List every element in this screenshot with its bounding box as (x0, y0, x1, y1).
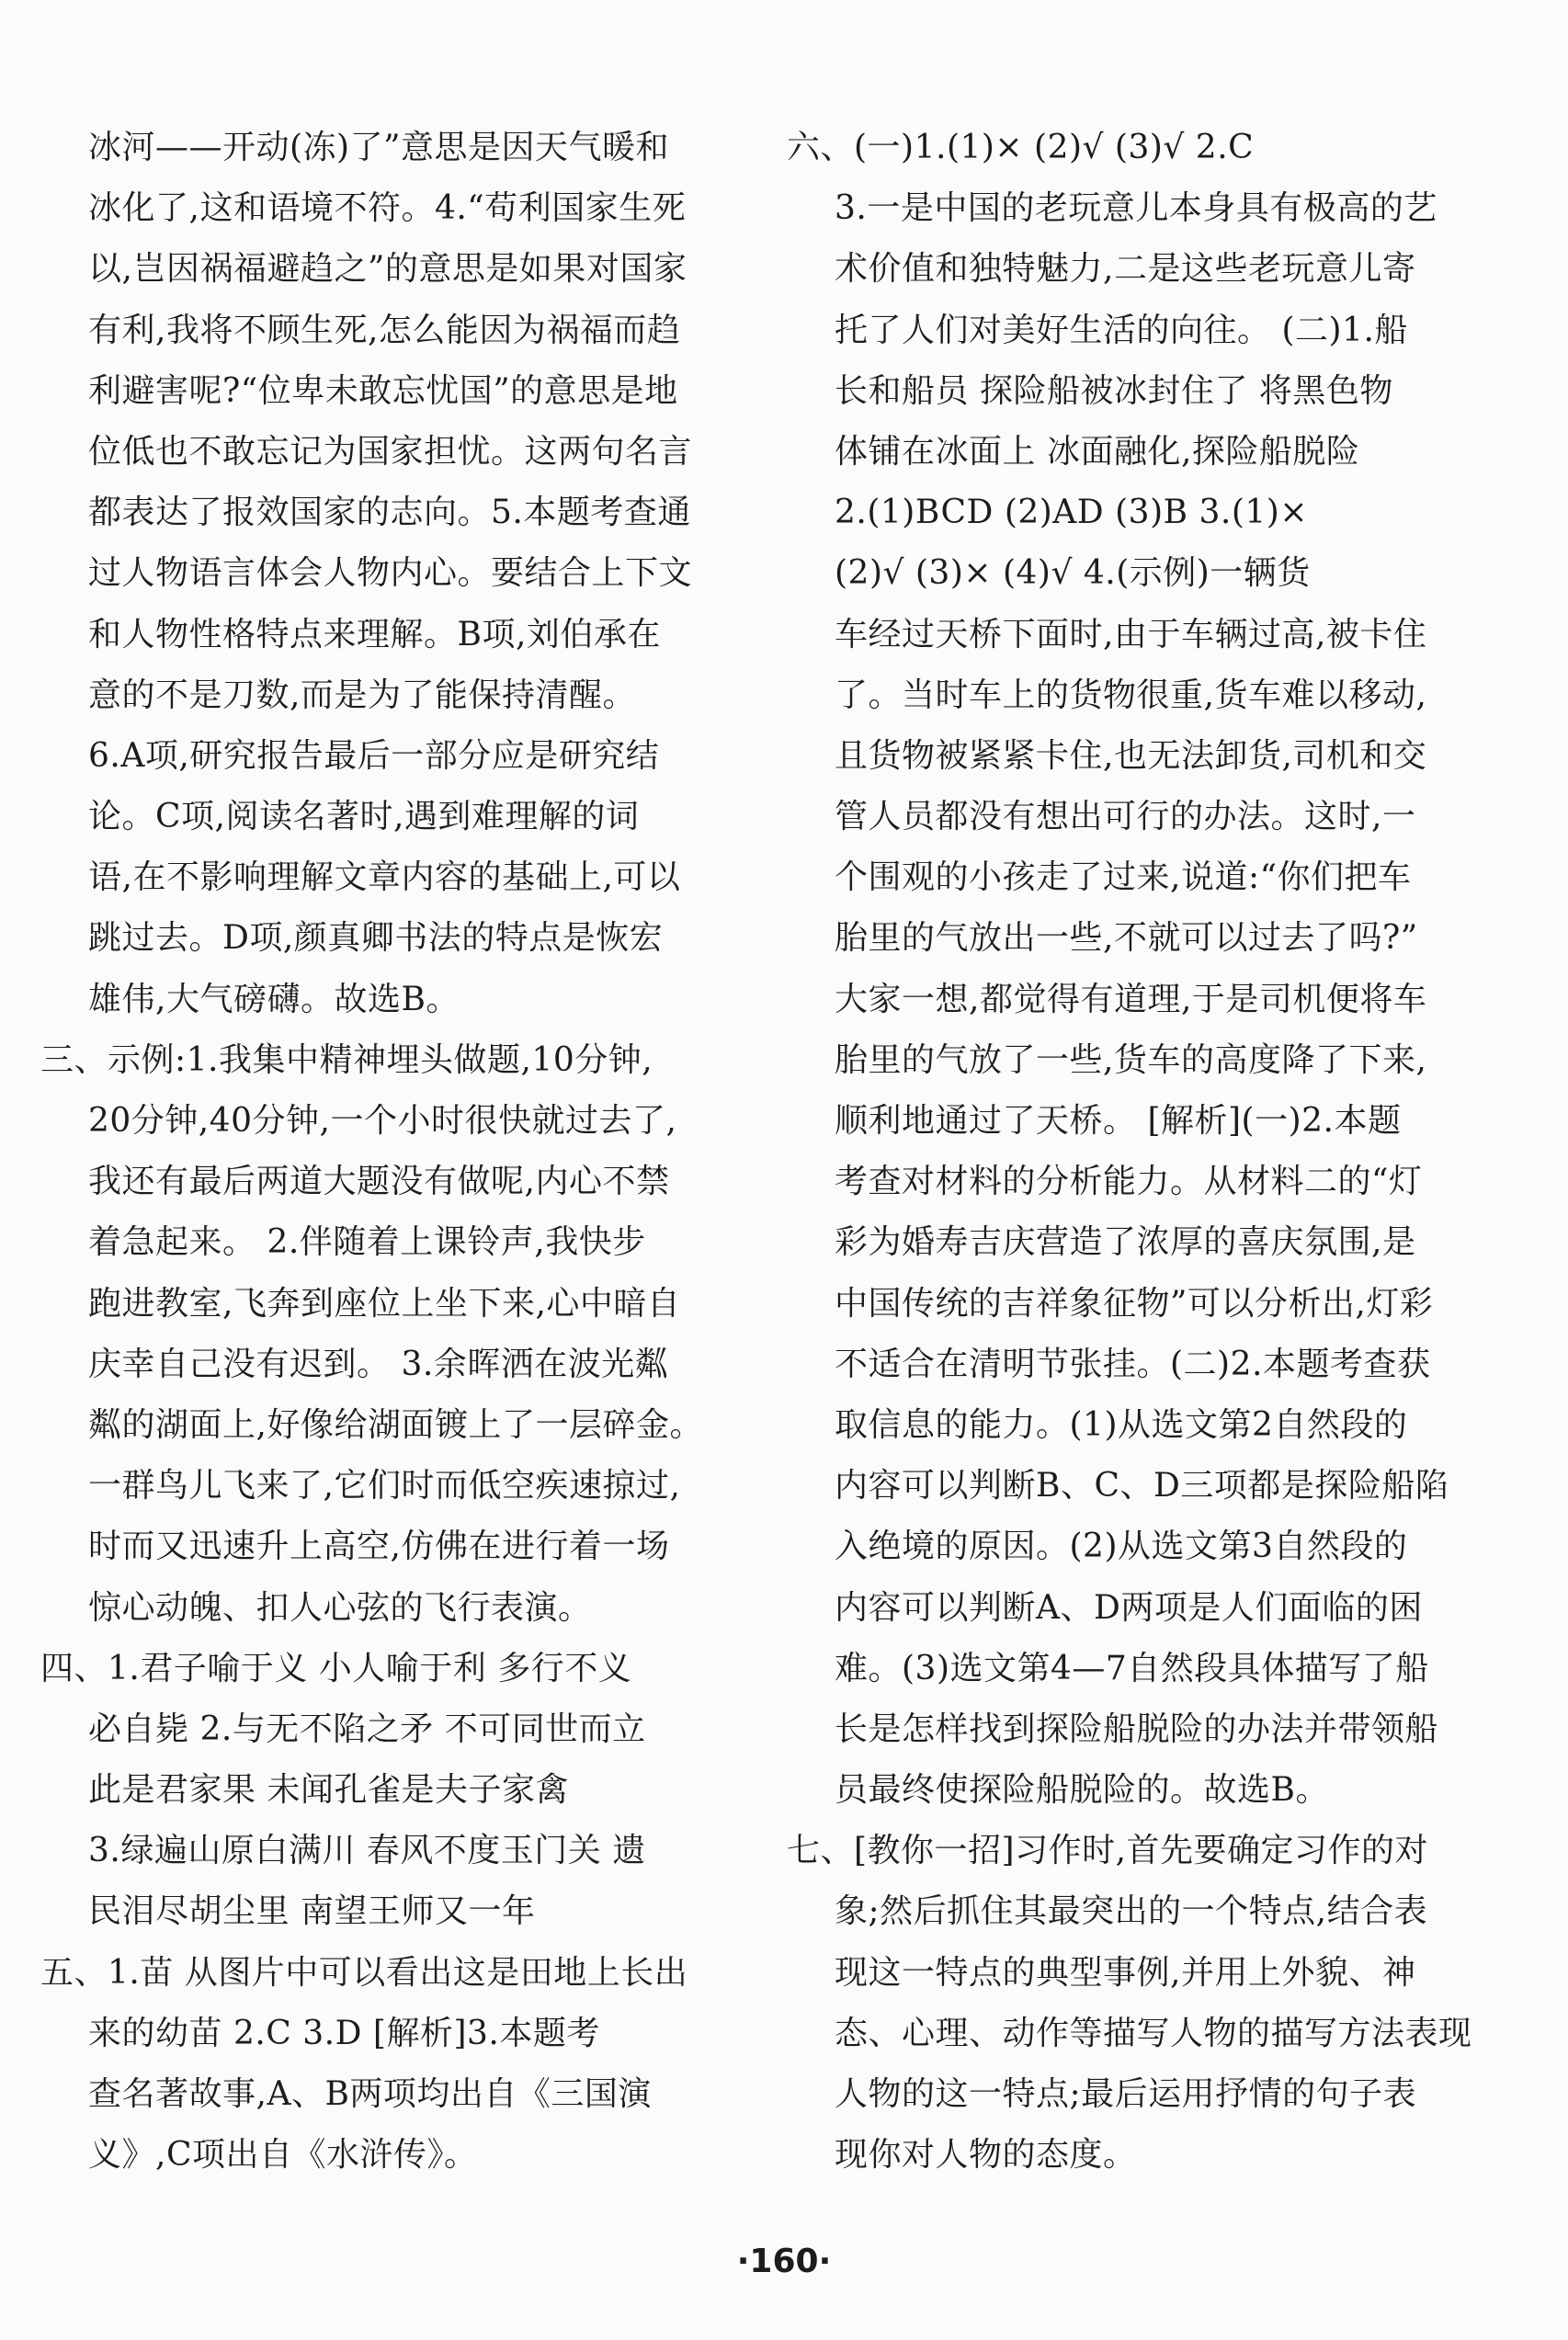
text-line: 长是怎样找到探险船脱险的办法并带领船 (835, 1710, 1439, 1748)
text-line: 以,岂因祸福避趋之”的意思是如果对国家 (88, 250, 687, 289)
section-heading-line: 三、示例:1.我集中精神埋头做题,10分钟, (40, 1040, 653, 1079)
right-column (787, 118, 1494, 2186)
text-line: 着急起来。 2.伴随着上课铃声,我快步 (88, 1223, 646, 1262)
text-line: 员最终使探险船脱险的。故选B。 (835, 1771, 1329, 1810)
text-line: 利避害呢?“位卑未敢忘忧国”的意思是地 (88, 371, 678, 410)
section-heading-line: 六、(一)1.(1)× (2)√ (3)√ 2.C (787, 129, 1255, 166)
text-line: 内容可以判断B、C、D三项都是探险船陷 (835, 1467, 1449, 1505)
section-7 (787, 1821, 1494, 2186)
text-line: 都表达了报效国家的志向。5.本题考查通 (88, 494, 691, 532)
text-line: 粼的湖面上,好像给湖面镀上了一层碎金。 (88, 1405, 703, 1444)
text-line: 一群鸟儿飞来了,它们时而低空疾速掠过, (88, 1467, 681, 1505)
text-line: 论。C项,阅读名著时,遇到难理解的词 (88, 798, 640, 836)
text-line: 且货物被紧紧卡住,也无法卸货,司机和交 (835, 736, 1427, 775)
section-2-tail (40, 118, 739, 1030)
text-line: 难。(3)选文第4—7自然段具体描写了船 (835, 1649, 1429, 1687)
text-line: 考查对材料的分析能力。从材料二的“灯 (835, 1163, 1423, 1201)
text-line: 人物的这一特点;最后运用抒情的句子表 (835, 2075, 1417, 2113)
section-heading-line: 五、1.苗 从图片中可以看出这是田地上长出 (40, 1953, 688, 1992)
text-line: 不适合在清明节张挂。(二)2.本题考查获 (835, 1345, 1431, 1383)
text-line: 2.(1)BCD (2)AD (3)B 3.(1)× (835, 494, 1309, 532)
text-line: 此是君家果 未闻孔雀是夫子家禽 (88, 1771, 569, 1810)
section-heading-line: 四、1.君子喻于义 小人喻于利 多行不义 (40, 1649, 632, 1687)
text-line: 意的不是刀数,而是为了能保持清醒。 (88, 676, 636, 714)
text-line: 长和船员 探险船被冰封住了 将黑色物 (835, 371, 1393, 410)
text-line: (2)√ (3)× (4)√ 4.(示例)一辆货 (835, 554, 1311, 593)
text-line: 了。当时车上的货物很重,货车难以移动, (835, 676, 1427, 714)
text-line: 民泪尽胡尘里 南望王师又一年 (88, 1892, 536, 1931)
text-line: 个围观的小孩走了过来,说道:“你们把车 (835, 858, 1412, 897)
text-line: 胎里的气放了一些,货车的高度降了下来, (835, 1040, 1427, 1079)
text-line: 来的幼苗 2.C 3.D [解析]3.本题考 (88, 2014, 600, 2052)
text-line: 雄伟,大气磅礴。故选B。 (88, 980, 460, 1018)
text-line: 取信息的能力。(1)从选文第2自然段的 (835, 1405, 1408, 1444)
text-line: 过人物语言体会人物内心。要结合上下文 (88, 554, 693, 593)
text-line: 庆幸自己没有迟到。 3.余晖洒在波光粼 (88, 1345, 669, 1383)
text-line: 时而又迅速升上高空,仿佛在进行着一场 (88, 1528, 670, 1566)
text-line: 3.绿遍山原白满川 春风不度玉门关 遗 (88, 1832, 646, 1870)
text-line: 惊心动魄、扣人心弦的飞行表演。 (88, 1588, 592, 1627)
text-line: 现你对人物的态度。 (835, 2136, 1137, 2175)
text-line: 态、心理、动作等描写人物的描写方法表现 (835, 2014, 1472, 2052)
text-line: 冰河——开动(冻)了”意思是因天气暖和 (88, 129, 669, 166)
text-line: 彩为婚寿吉庆营造了浓厚的喜庆氛围,是 (835, 1223, 1416, 1262)
section-heading-line: 七、[教你一招]习作时,首先要确定习作的对 (787, 1832, 1429, 1870)
page-number: ·160· (736, 2243, 832, 2280)
text-line: 20分钟,40分钟,一个小时很快就过去了, (88, 1102, 677, 1140)
text-line: 有利,我将不顾生死,怎么能因为祸福而趋 (88, 311, 681, 349)
text-line: 内容可以判断A、D两项是人们面临的困 (835, 1588, 1423, 1627)
text-line: 跳过去。D项,颜真卿书法的特点是恢宏 (88, 919, 664, 958)
text-line: 6.A项,研究报告最后一部分应是研究结 (88, 736, 660, 775)
text-line: 位低也不敢忘记为国家担忧。这两句名言 (88, 432, 693, 471)
text-line: 必自毙 2.与无不陷之矛 不可同世而立 (88, 1710, 646, 1748)
text-line: 3.一是中国的老玩意儿本身具有极高的艺 (835, 189, 1437, 228)
text-line: 顺利地通过了天桥。 [解析](一)2.本题 (835, 1102, 1402, 1140)
text-line: 胎里的气放出一些,不就可以过去了吗?” (835, 919, 1418, 958)
text-line: 跑进教室,飞奔到座位上坐下来,心中暗自 (88, 1284, 681, 1323)
text-line: 中国传统的吉祥象征物”可以分析出,灯彩 (835, 1284, 1434, 1323)
text-line: 冰化了,这和语境不符。4.“苟利国家生死 (88, 189, 687, 228)
text-line: 大家一想,都觉得有道理,于是司机便将车 (835, 980, 1427, 1018)
text-line: 入绝境的原因。(2)从选文第3自然段的 (835, 1528, 1408, 1566)
text-line: 托了人们对美好生活的向往。 (二)1.船 (835, 311, 1408, 349)
text-line: 义》,C项出自《水浒传》。 (88, 2136, 478, 2175)
text-line: 体铺在冰面上 冰面融化,探险船脱险 (835, 432, 1360, 471)
text-line: 语,在不影响理解文章内容的基础上,可以 (88, 858, 681, 897)
text-line: 和人物性格特点来理解。B项,刘伯承在 (88, 615, 661, 653)
section-3 (40, 1030, 739, 1639)
text-line: 查名著故事,A、B两项均出自《三国演 (88, 2075, 652, 2113)
text-line: 象;然后抓住其最突出的一个特点,结合表 (835, 1892, 1428, 1931)
text-line: 术价值和独特魅力,二是这些老玩意儿寄 (835, 250, 1416, 289)
section-5 (40, 1943, 739, 2187)
text-line: 我还有最后两道大题没有做呢,内心不禁 (88, 1163, 670, 1201)
section-4 (40, 1639, 739, 1943)
left-column (40, 118, 739, 2186)
section-6 (787, 118, 1494, 1821)
text-line: 车经过天桥下面时,由于车辆过高,被卡住 (835, 615, 1427, 653)
text-line: 管人员都没有想出可行的办法。这时,一 (835, 798, 1416, 836)
text-line: 现这一特点的典型事例,并用上外貌、神 (835, 1953, 1416, 1992)
